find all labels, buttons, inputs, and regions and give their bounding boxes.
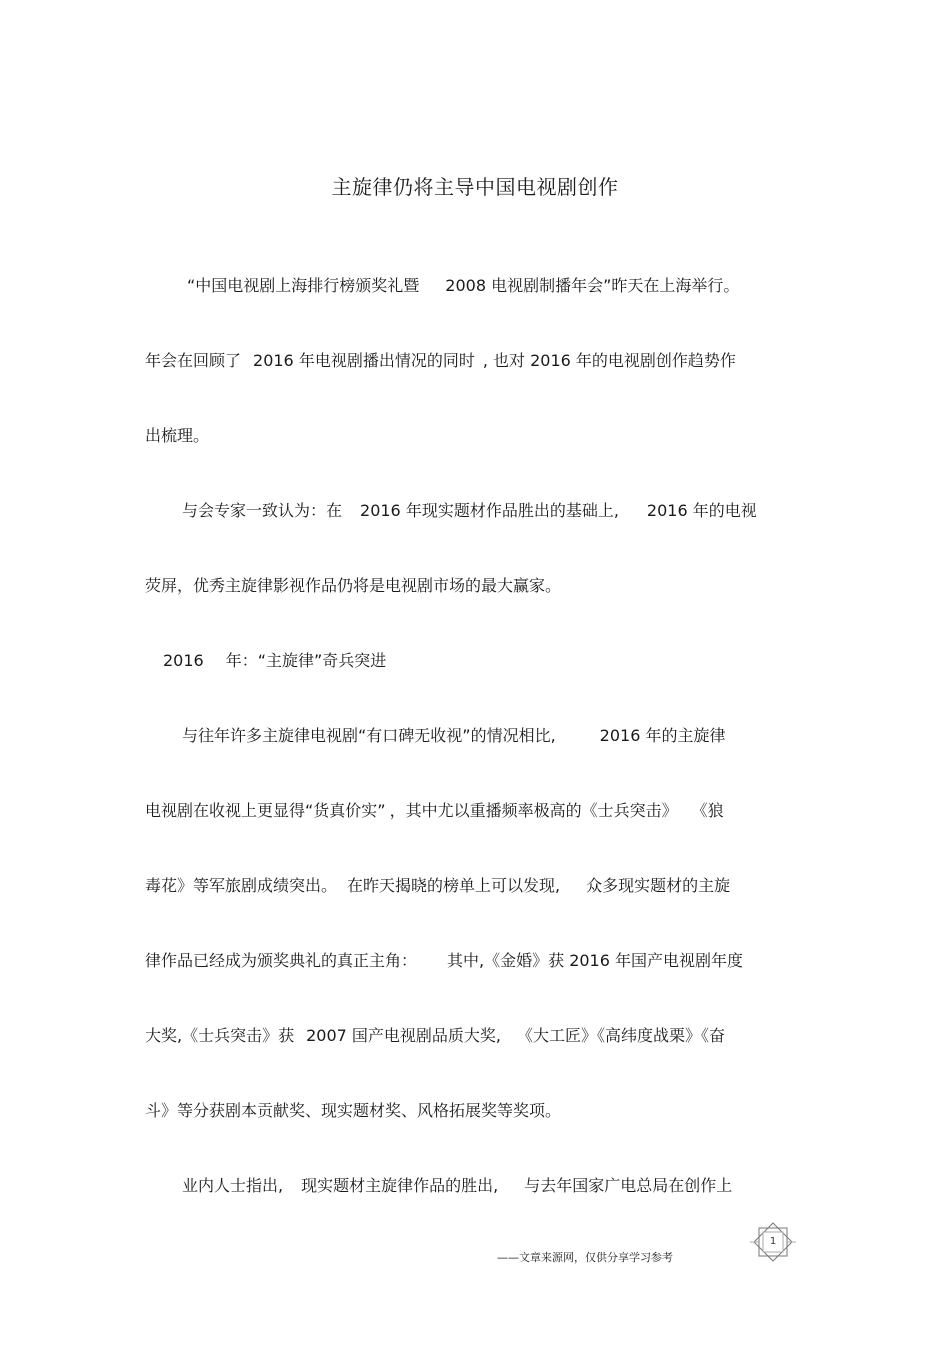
- paragraph-line: [145, 1024, 725, 1048]
- text-span: 2008 电视剧制播年会”昨天在上海举行。: [445, 276, 740, 295]
- paragraph-line: 出梳理。: [145, 426, 210, 445]
- text-span: 2016 年的主旋律: [599, 726, 726, 745]
- paragraph-line: [187, 274, 739, 298]
- paragraph-line: 荧屏，优秀主旋律影视作品仍将是电视剧市场的最大赢家。: [145, 576, 562, 595]
- text-span: ，其中尤以重播频率极高的《士兵突击》: [389, 801, 678, 820]
- text-span: 与会专家一致认为：在: [182, 501, 343, 520]
- paragraph-line: [145, 874, 730, 898]
- text-span: “中国电视剧上海排行榜颁奖礼暨: [187, 276, 420, 295]
- paragraph-line: [182, 724, 725, 748]
- paragraph-line: [145, 349, 736, 373]
- text-span: 在昨天揭晓的榜单上可以发现,: [347, 876, 561, 895]
- text-span: 2016 年的电视: [646, 501, 757, 520]
- text-span: 年：“主旋律”奇兵突进: [225, 651, 387, 670]
- footer-note: ——文章来源网，仅供分享学习参考: [497, 1251, 673, 1264]
- paragraph-line: 斗》等分获剧本贡献奖、现实题材奖、风格拓展奖等奖项。: [145, 1101, 562, 1120]
- text-span: 毒花》等军旅剧成绩突出。: [145, 876, 338, 895]
- text-span: 《狼: [691, 801, 724, 820]
- text-span: 2016: [163, 651, 204, 670]
- document-title: 主旋律仍将主导中国电视剧创作: [331, 175, 619, 199]
- text-span: 与去年国家广电总局在创作上: [524, 1176, 733, 1195]
- text-span: 业内人士指出,: [182, 1176, 284, 1195]
- section-heading: [163, 649, 386, 673]
- text-span: 现实题材主旋律作品的胜出,: [301, 1176, 499, 1195]
- text-span: 大奖,《士兵突击》获: [145, 1026, 295, 1045]
- text-span: 众多现实题材的主旋: [586, 876, 731, 895]
- text-span: 年会在回顾了: [145, 351, 242, 370]
- text-span: 电视剧在收视上更显得“货真价实”: [145, 801, 386, 820]
- text-span: 《大工匠》《高纬度战栗》《奋: [517, 1026, 726, 1045]
- text-span: 2007 国产电视剧品质大奖,: [306, 1026, 501, 1045]
- text-span: 其中,《金婚》获 2016 年国产电视剧年度: [447, 951, 743, 970]
- text-span: 2016 年电视剧播出情况的同时: [253, 351, 475, 370]
- text-span: , 也对 2016 年的电视剧创作趋势作: [482, 351, 736, 370]
- paragraph-line: [182, 1174, 732, 1198]
- page-number: 1: [769, 1236, 777, 1247]
- text-span: 律作品已经成为颁奖典礼的真正主角：: [145, 951, 418, 970]
- text-span: 2016 年现实题材作品胜出的基础上,: [360, 501, 619, 520]
- text-span: 与往年许多主旋律电视剧“有口碑无收视”的情况相比,: [182, 726, 556, 745]
- paragraph-line: [182, 499, 757, 523]
- paragraph-line: [145, 799, 724, 823]
- paragraph-line: [145, 949, 743, 973]
